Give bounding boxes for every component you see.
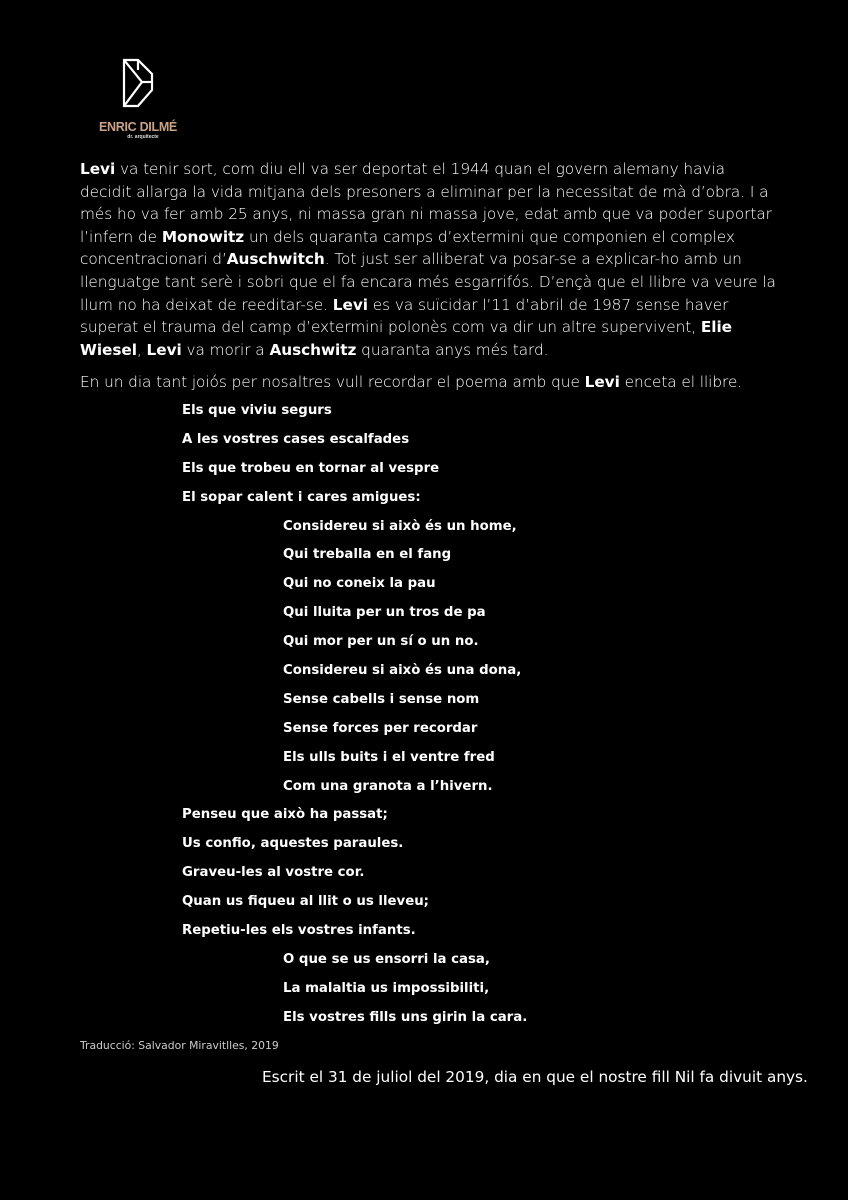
- logo-mark-icon: [118, 56, 158, 112]
- paragraph-1-text: va tenir sort, com diu ell va ser deportat el 1944 quan el govern alemany havia decidit allarga la vida mitjana dels presoners a eliminar per la necessitat de mà d’obra. I a més ho va fer amb 25 anys, ni massa gran ni massa jove, edat amb que va poder suportar l’infern de: [80, 160, 772, 246]
- poem-line: Sense forces per recordar: [283, 720, 478, 736]
- poem-line: Els ulls buits i el ventre fred: [283, 749, 495, 765]
- poem-line: Com una granota a l’hivern.: [283, 778, 493, 794]
- poem-line: Quan us fiqueu al llit o us lleveu;: [182, 894, 429, 910]
- paragraph-1: [80, 158, 780, 361]
- poem-line: La malaltia us impossibiliti,: [283, 980, 490, 996]
- name-levi: Levi: [584, 373, 620, 391]
- poem-line: Repetiu-les els vostres infants.: [182, 923, 416, 939]
- name-auschwitz: Auschwitz: [269, 340, 357, 359]
- paragraph-1-text: . Tot just ser alliberat va posar-se a explicar-ho amb un llenguatge tant serè i sobri que el fa encara més esgarrifós. D’ençà que el llibre va veure la llum no ha deixat de reeditar-se.: [80, 250, 776, 314]
- paragraph-1-text: va morir a: [181, 340, 270, 359]
- poem-line: Graveu-les al vostre cor.: [182, 865, 365, 881]
- poem-line: Qui lluita per un tros de pa: [283, 605, 486, 621]
- paragraph-2-text: En un dia tant joiós per nosaltres vull recordar el poema amb que: [80, 373, 585, 391]
- poem-line: Qui mor per un sí o un no.: [283, 634, 479, 650]
- logo-name: ENRIC DILMÉ: [99, 120, 177, 134]
- poem-line: Qui no coneix la pau: [283, 576, 436, 592]
- poem-line: El sopar calent i cares amigues:: [182, 489, 421, 505]
- name-levi: Levi: [146, 340, 182, 359]
- poem-line: Considereu si això és un home,: [283, 518, 517, 534]
- poem-line: Considereu si això és una dona,: [283, 663, 522, 679]
- paragraph-1-text: es va suïcidar l’11 d’abril de 1987 sense haver superat el trauma del camp d’extermini polonès com va dir un altre supervivent,: [80, 295, 729, 337]
- poem-line: Sense cabells i sense nom: [283, 691, 480, 707]
- poem-line: Qui treballa en el fang: [283, 547, 452, 563]
- paragraph-1-text: un dels quaranta camps d’extermini que componien el complex concentracionari d’: [80, 227, 735, 269]
- name-monowitz: Monowitz: [161, 227, 245, 246]
- body-text: [80, 158, 780, 391]
- paragraph-1-text: ,: [136, 340, 147, 359]
- poem: [182, 401, 527, 1037]
- closing-dedication: Escrit el 31 de juliol del 2019, dia en que el nostre fill Nil fa divuit anys.: [262, 1068, 808, 1086]
- poem-line: A les vostres cases escalfades: [182, 431, 410, 447]
- poem-line: Els vostres fills uns girin la cara.: [283, 1009, 528, 1025]
- translation-credit: Traducció: Salvador Miravitlles, 2019: [80, 1039, 279, 1052]
- name-levi: Levi: [332, 295, 368, 314]
- poem-line: Us confio, aquestes paraules.: [182, 836, 404, 852]
- poem-line: Penseu que això ha passat;: [182, 807, 388, 823]
- name-elie-wiesel: Elie Wiesel: [80, 318, 733, 359]
- paragraph-2: [80, 371, 742, 394]
- logo-subtitle: dr. arquitecte: [127, 134, 159, 140]
- poem-line: Els que viviu segurs: [182, 403, 332, 418]
- paragraph-1-text: quaranta anys més tard.: [356, 340, 549, 359]
- poem-line: Els que trobeu en tornar al vespre: [182, 460, 440, 476]
- name-levi: Levi: [80, 160, 116, 178]
- name-auschwitch: Auschwitch: [226, 250, 325, 269]
- paragraph-2-text: enceta el llibre.: [619, 373, 743, 391]
- poem-line: O que se us ensorri la casa,: [283, 951, 490, 967]
- logo: [96, 56, 180, 140]
